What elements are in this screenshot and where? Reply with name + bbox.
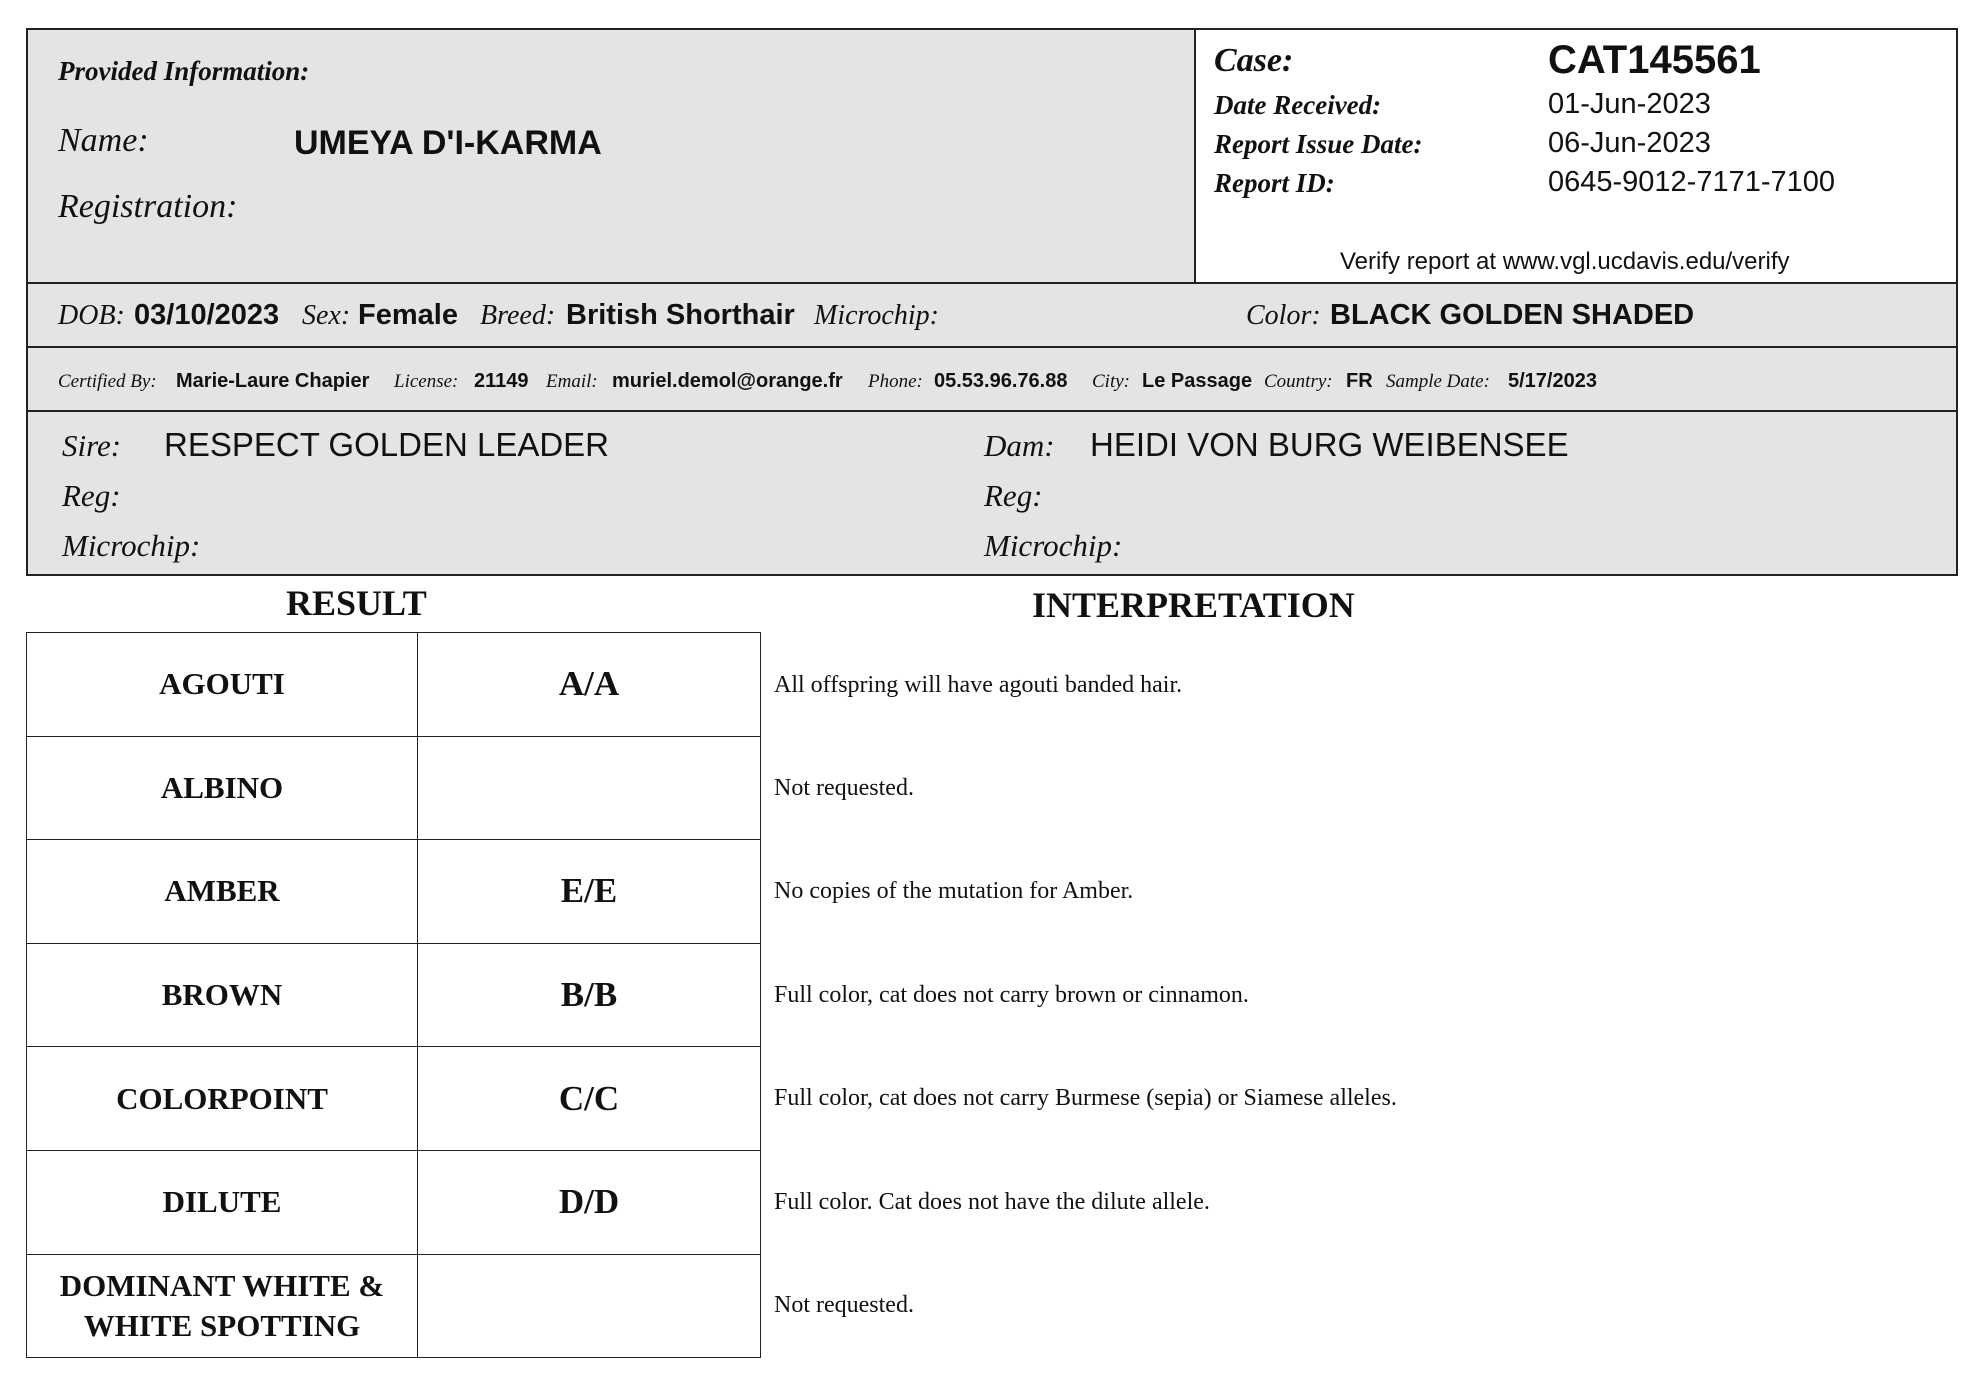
dam-reg-label: Reg: xyxy=(984,478,1043,513)
interpretation-text: Full color, cat does not carry brown or cinnamon. xyxy=(774,982,1249,1008)
parents-panel xyxy=(26,410,1958,576)
dam-value: HEIDI VON BURG WEIBENSEE xyxy=(1090,426,1569,463)
interpretation-text: Not requested. xyxy=(774,1292,914,1318)
trait-name: AGOUTI xyxy=(27,633,418,737)
table-row xyxy=(27,1254,761,1358)
sire-reg-label: Reg: xyxy=(62,478,121,513)
city-value: Le Passage xyxy=(1142,370,1253,392)
provided-information-panel xyxy=(26,28,1196,284)
genotype xyxy=(418,736,761,840)
case-number: CAT145561 xyxy=(1548,38,1761,82)
interpretation-text: Full color, cat does not carry Burmese (sepia) or Siamese alleles. xyxy=(774,1085,1397,1111)
sire-value: RESPECT GOLDEN LEADER xyxy=(164,426,610,463)
cat-name: UMEYA D'I-KARMA xyxy=(294,124,602,162)
genotype: A/A xyxy=(418,633,761,737)
country-value: FR xyxy=(1346,370,1373,392)
color-label: Color: xyxy=(1246,300,1321,331)
report-issue-date-label: Report Issue Date: xyxy=(1214,129,1423,159)
table-row xyxy=(27,736,761,840)
license-label: License: xyxy=(394,371,459,392)
registration-label: Registration: xyxy=(58,188,238,225)
trait-name: ALBINO xyxy=(27,736,418,840)
sex-value: Female xyxy=(358,299,458,331)
result-heading: RESULT xyxy=(286,583,427,623)
case-info-panel xyxy=(1194,28,1958,284)
dam-microchip-label: Microchip: xyxy=(984,528,1123,563)
sample-date-value: 5/17/2023 xyxy=(1508,370,1597,392)
table-row xyxy=(27,1150,761,1254)
sire-microchip-label: Microchip: xyxy=(62,528,201,563)
city-label: City: xyxy=(1092,371,1130,392)
interpretation-text: No copies of the mutation for Amber. xyxy=(774,878,1134,904)
dob-label: DOB: xyxy=(58,300,125,331)
breed-label: Breed: xyxy=(480,300,556,331)
genotype: C/C xyxy=(418,1047,761,1151)
color-value: BLACK GOLDEN SHADED xyxy=(1330,299,1695,331)
table-row xyxy=(27,943,761,1047)
email-value: muriel.demol@orange.fr xyxy=(612,370,843,392)
dam-label: Dam: xyxy=(984,428,1055,463)
provided-information-heading: Provided Information: xyxy=(58,56,310,86)
report-id-value: 0645-9012-7171-7100 xyxy=(1548,166,1836,198)
report-issue-date-value: 06-Jun-2023 xyxy=(1548,127,1711,159)
interpretation-heading: INTERPRETATION xyxy=(1032,585,1355,625)
dob-value: 03/10/2023 xyxy=(134,299,280,331)
country-label: Country: xyxy=(1264,371,1333,392)
sample-date-label: Sample Date: xyxy=(1386,371,1490,392)
genotype xyxy=(418,1254,761,1358)
trait-name: BROWN xyxy=(27,943,418,1047)
trait-name-line-2: WHITE SPOTTING xyxy=(83,1307,361,1343)
name-label: Name: xyxy=(58,122,149,159)
trait-name-line-1: DOMINANT WHITE & xyxy=(59,1267,385,1303)
genotype: B/B xyxy=(418,943,761,1047)
license-value: 21149 xyxy=(474,370,529,392)
date-received-label: Date Received: xyxy=(1214,90,1382,120)
table-row xyxy=(27,1047,761,1151)
genotype: D/D xyxy=(418,1150,761,1254)
microchip-label: Microchip: xyxy=(814,300,939,331)
date-received-value: 01-Jun-2023 xyxy=(1548,88,1711,120)
genotype: E/E xyxy=(418,840,761,944)
trait-name xyxy=(27,1254,418,1358)
certification-row xyxy=(26,346,1958,412)
case-label: Case: xyxy=(1214,42,1294,79)
interpretation-text: All offspring will have agouti banded hair. xyxy=(774,672,1183,698)
interpretation-text: Not requested. xyxy=(774,775,914,801)
report-id-label: Report ID: xyxy=(1214,168,1335,198)
phone-label: Phone: xyxy=(868,371,923,392)
interpretation-text: Full color. Cat does not have the dilute allele. xyxy=(774,1189,1210,1215)
phone-value: 05.53.96.76.88 xyxy=(934,370,1068,392)
sex-label: Sex: xyxy=(302,300,351,331)
table-row xyxy=(27,633,761,737)
certified-by-label: Certified By: xyxy=(58,371,157,392)
animal-details-row xyxy=(26,282,1958,348)
verify-report-text: Verify report at www.vgl.ucdavis.edu/verify xyxy=(1340,248,1790,275)
trait-name: DILUTE xyxy=(27,1150,418,1254)
certified-by-value: Marie-Laure Chapier xyxy=(176,370,370,392)
breed-value: British Shorthair xyxy=(566,299,795,331)
results-table xyxy=(26,632,761,1358)
trait-name: COLORPOINT xyxy=(27,1047,418,1151)
trait-name: AMBER xyxy=(27,840,418,944)
table-row xyxy=(27,840,761,944)
email-label: Email: xyxy=(546,371,598,392)
sire-label: Sire: xyxy=(62,428,122,463)
